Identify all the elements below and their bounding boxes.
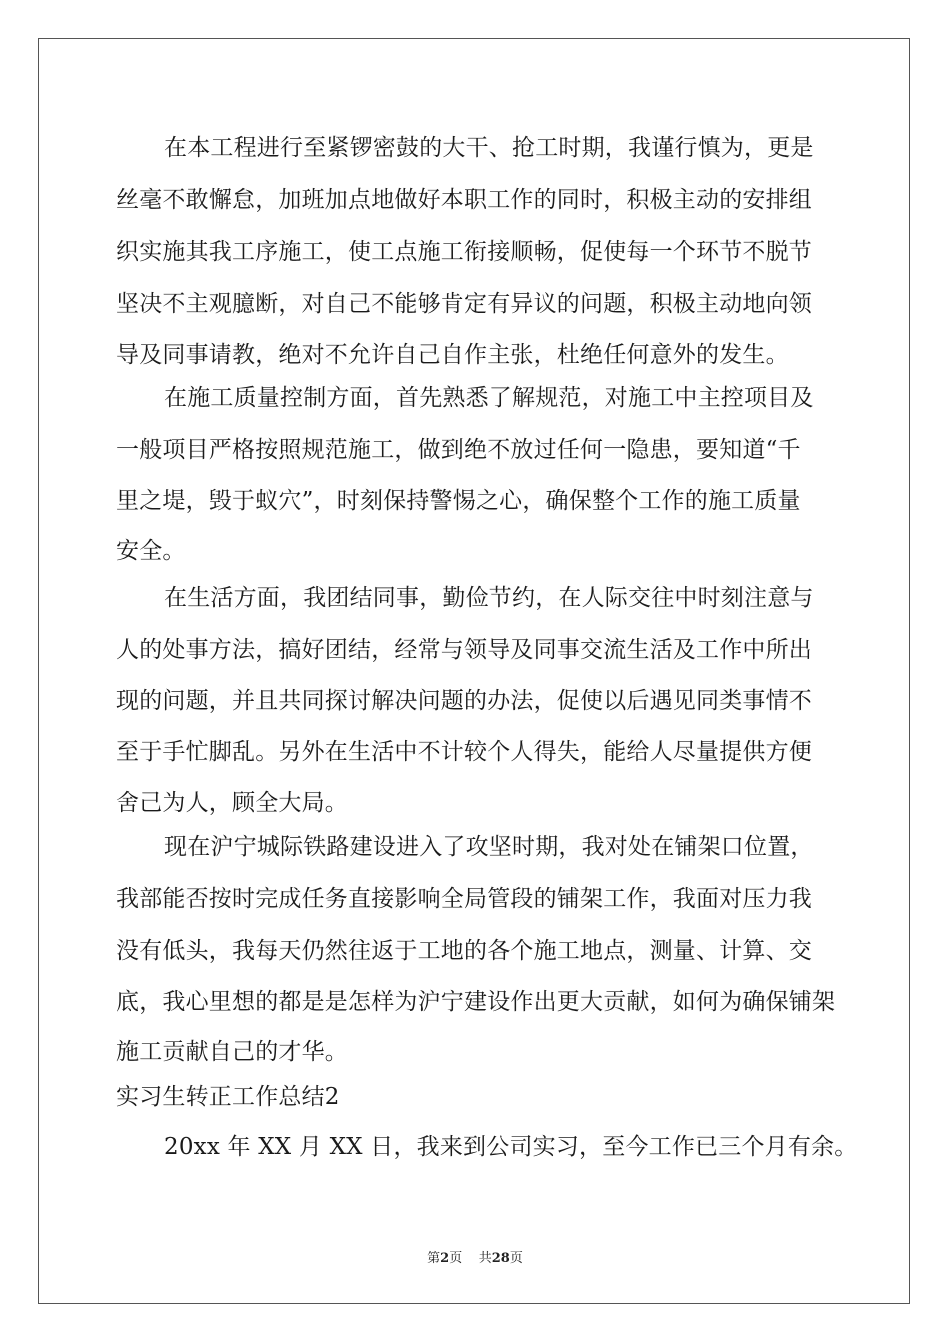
paragraph-1-line-5: 导及同事请教，绝对不允许自己自作主张，杜绝任何意外的发生。 bbox=[116, 342, 789, 368]
paragraph-5-line-1: 20xx 年 XX 月 XX 日，我来到公司实习，至今工作已三个月有余。 bbox=[164, 1134, 858, 1160]
page-prefix: 第 bbox=[427, 1251, 441, 1266]
section-title: 实习生转正工作总结2 bbox=[116, 1084, 340, 1110]
paragraph-2-line-4: 安全。 bbox=[116, 538, 186, 564]
page-suffix: 页 bbox=[449, 1251, 463, 1266]
paragraph-1-line-1: 在本工程进行至紧锣密鼓的大干、抢工时期，我谨行慎为，更是 bbox=[164, 135, 814, 161]
paragraph-1-line-4: 坚决不主观臆断，对自己不能够肯定有异议的问题，积极主动地向领 bbox=[116, 291, 812, 317]
paragraph-3-line-4: 至于手忙脚乱。另外在生活中不计较个人得失，能给人尽量提供方便 bbox=[116, 739, 812, 765]
paragraph-4-line-5: 施工贡献自己的才华。 bbox=[116, 1039, 348, 1065]
page-footer bbox=[0, 1247, 950, 1266]
paragraph-4-line-2: 我部能否按时完成任务直接影响全局管段的铺架工作，我面对压力我 bbox=[116, 886, 812, 912]
paragraph-3-line-3: 现的问题，并且共同探讨解决问题的办法，促使以后遇见同类事情不 bbox=[116, 688, 812, 714]
total-suffix: 页 bbox=[509, 1251, 523, 1266]
paragraph-4-line-3: 没有低头，我每天仍然往返于工地的各个施工地点，测量、计算、交 bbox=[116, 938, 812, 964]
paragraph-1-line-3: 织实施其我工序施工，使工点施工衔接顺畅，促使每一个环节不脱节 bbox=[116, 239, 812, 265]
total-pages: 28 bbox=[491, 1251, 510, 1266]
paragraph-2-line-1: 在施工质量控制方面，首先熟悉了解规范，对施工中主控项目及 bbox=[164, 385, 814, 411]
paragraph-3-line-2: 人的处事方法，搞好团结，经常与领导及同事交流生活及工作中所出 bbox=[116, 637, 812, 663]
paragraph-1-line-2: 丝毫不敢懈怠，加班加点地做好本职工作的同时，积极主动的安排组 bbox=[116, 187, 812, 213]
paragraph-2-line-2: 一般项目严格按照规范施工，做到绝不放过任何一隐患，要知道“千 bbox=[116, 437, 801, 463]
paragraph-3-line-1: 在生活方面，我团结同事，勤俭节约，在人际交往中时刻注意与 bbox=[164, 585, 814, 611]
paragraph-4-line-1: 现在沪宁城际铁路建设进入了攻坚时期，我对处在铺架口位置， bbox=[164, 834, 814, 860]
page-number: 2 bbox=[440, 1251, 450, 1266]
paragraph-4-line-4: 底，我心里想的都是是怎样为沪宁建设作出更大贡献，如何为确保铺架 bbox=[116, 989, 836, 1015]
paragraph-3-line-5: 舍己为人，顾全大局。 bbox=[116, 790, 348, 816]
total-prefix: 共 bbox=[478, 1251, 492, 1266]
paragraph-2-line-3: 里之堤，毁于蚁穴”，时刻保持警惕之心，确保整个工作的施工质量 bbox=[116, 488, 801, 514]
page-border bbox=[38, 38, 910, 1304]
